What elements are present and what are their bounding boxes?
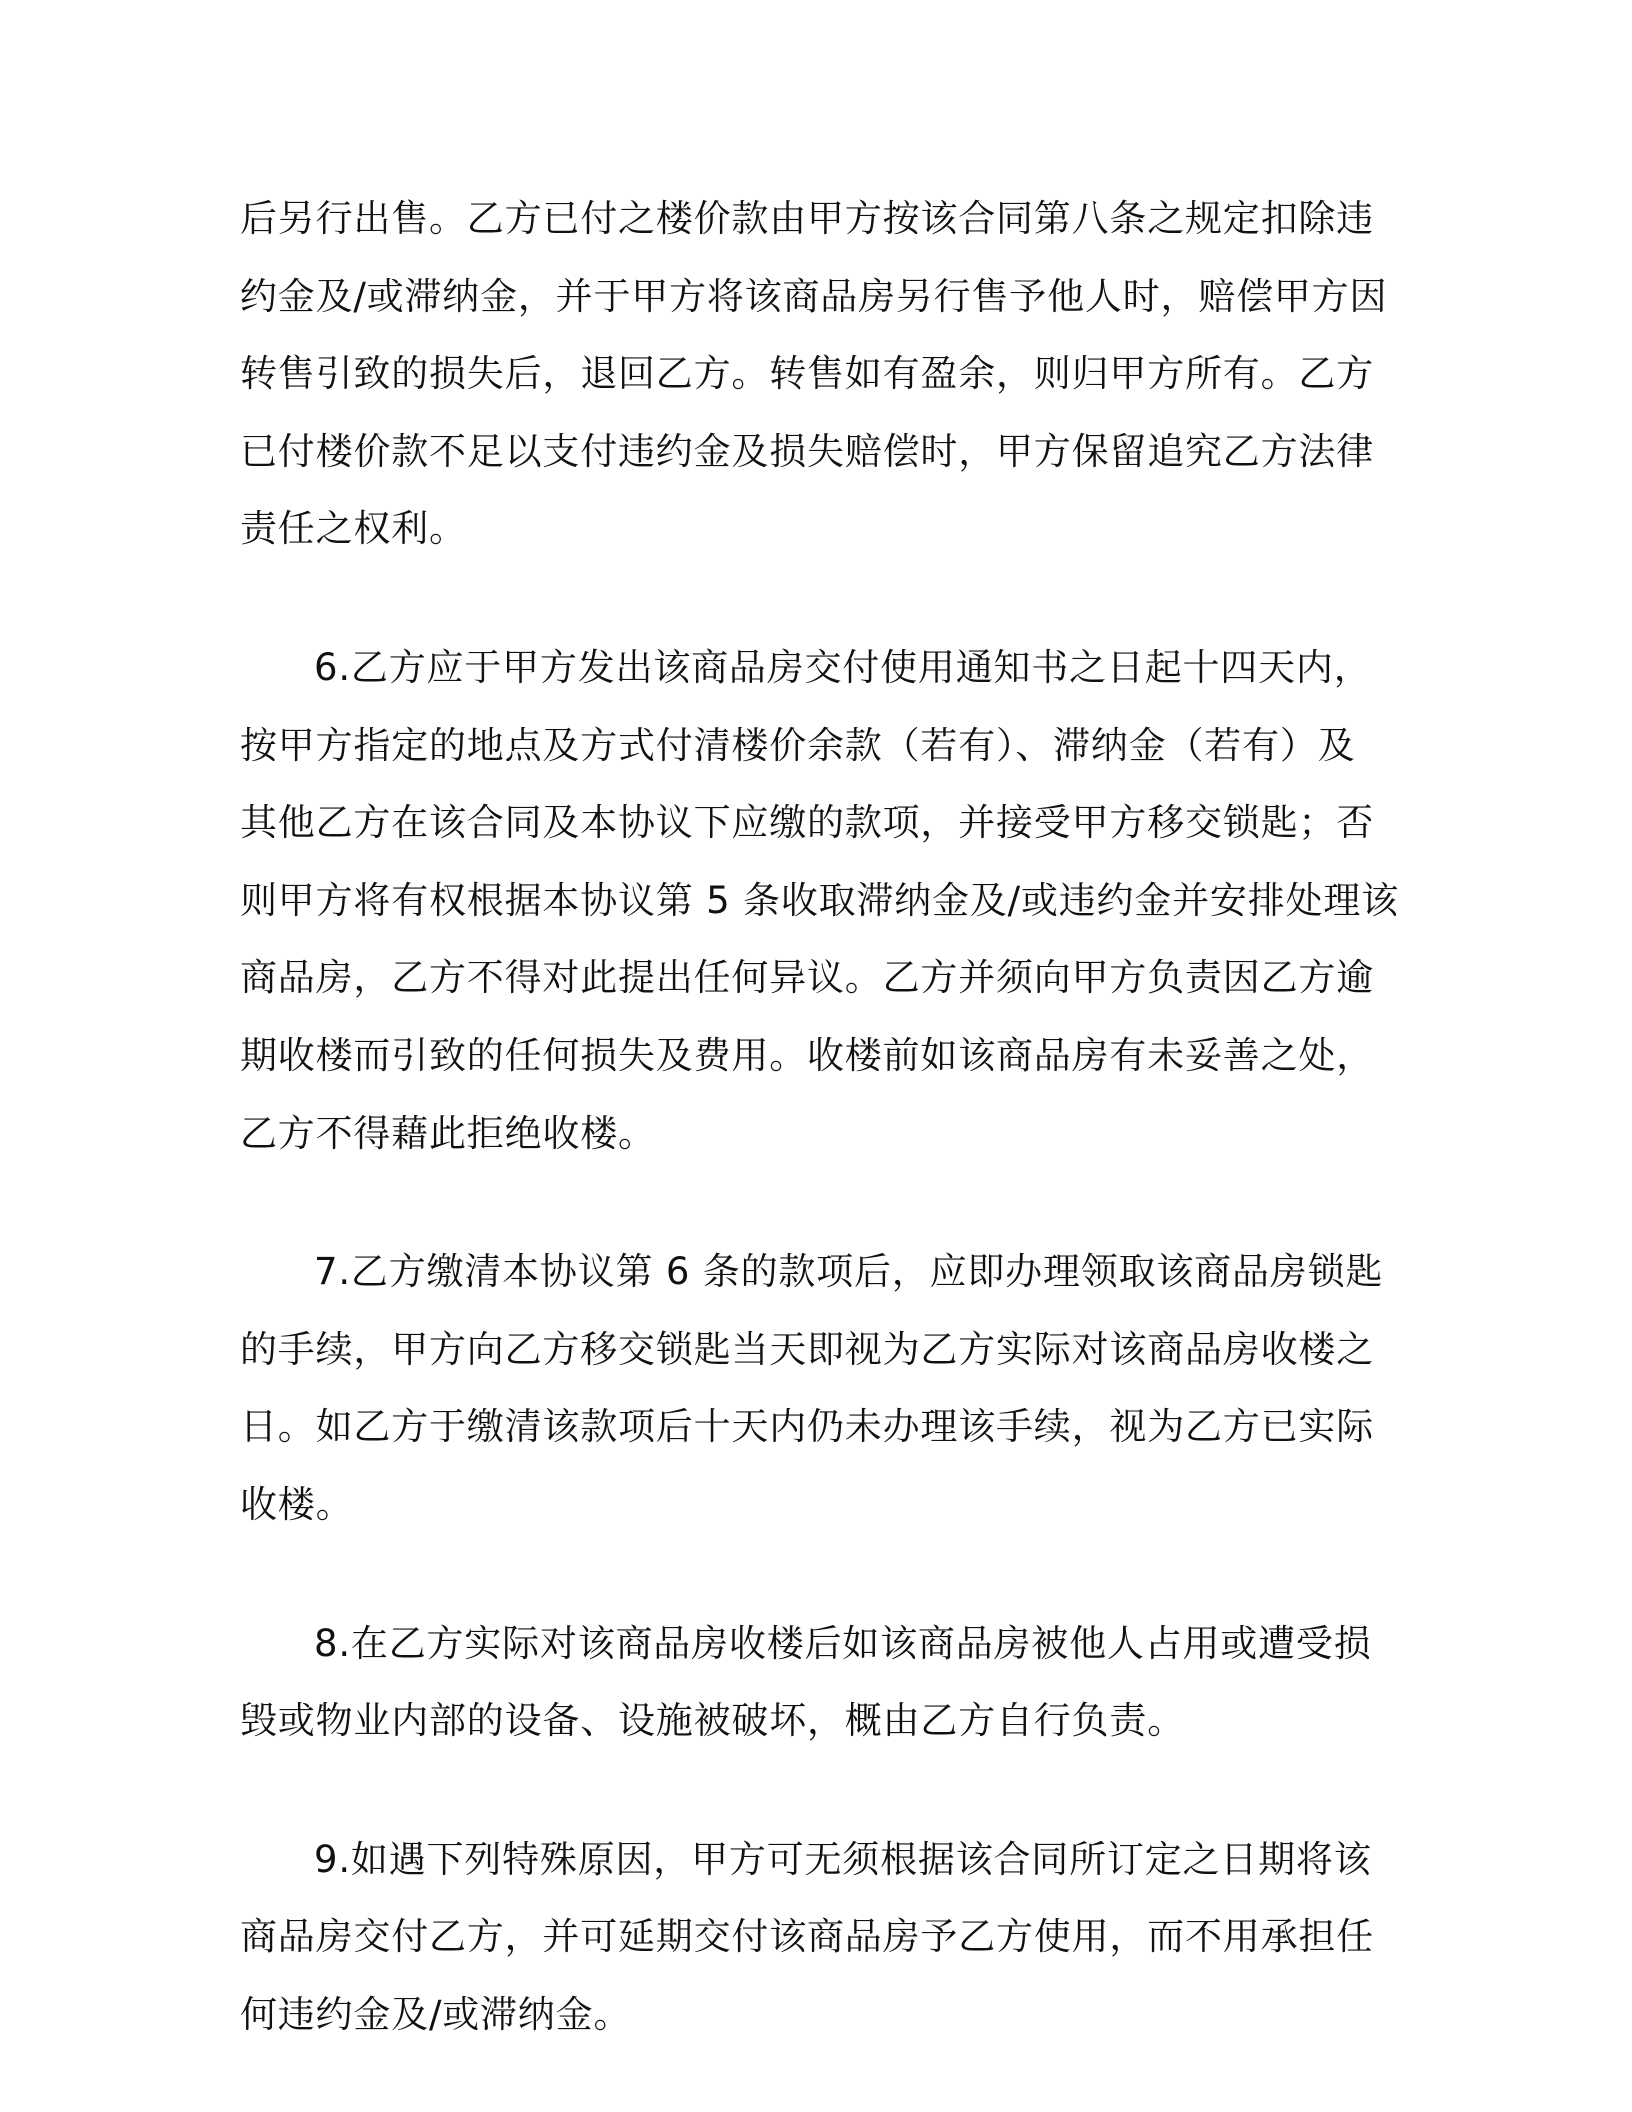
paragraph bbox=[240, 180, 1388, 568]
text-line: 的手续，甲方向乙方移交锁匙当天即视为乙方实际对该商品房收楼之 bbox=[240, 1327, 1374, 1371]
paragraph-clause-7 bbox=[240, 1233, 1384, 1543]
text-line: 商品房，乙方不得对此提出任何异议。乙方并须向甲方负责因乙方逾 bbox=[240, 956, 1374, 1000]
text-line: 乙方不得藉此拒绝收楼。 bbox=[240, 1111, 656, 1155]
paragraph-clause-8 bbox=[240, 1605, 1372, 1760]
text-line: 后另行出售。乙方已付之楼价款由甲方按该合同第八条之规定扣除违 bbox=[240, 197, 1374, 240]
text-line: 7.乙方缴清本协议第 6 条的款项后，应即办理领取该商品房锁匙 bbox=[314, 1250, 1384, 1294]
text-line: 毁或物业内部的设备、设施被破坏，概由乙方自行负责。 bbox=[240, 1699, 1185, 1743]
text-line: 商品房交付乙方，并可延期交付该商品房予乙方使用，而不用承担任 bbox=[240, 1915, 1374, 1959]
text-line: 按甲方指定的地点及方式付清楼价余款（若有）、滞纳金（若有）及 bbox=[240, 723, 1356, 767]
text-line: 日。如乙方于缴清该款项后十天内仍未办理该手续，视为乙方已实际 bbox=[240, 1405, 1374, 1449]
text-line: 已付楼价款不足以支付违约金及损失赔偿时，甲方保留追究乙方法律 bbox=[240, 429, 1374, 473]
paragraph-clause-9 bbox=[240, 1821, 1372, 2054]
text-line: 何违约金及/或滞纳金。 bbox=[240, 1992, 632, 2036]
text-line: 约金及/或滞纳金，并于甲方将该商品房另行售予他人时，赔偿甲方因 bbox=[240, 274, 1388, 318]
text-line: 其他乙方在该合同及本协议下应缴的款项，并接受甲方移交锁匙；否 bbox=[240, 801, 1374, 845]
text-line: 9.如遇下列特殊原因，甲方可无须根据该合同所订定之日期将该 bbox=[314, 1837, 1372, 1881]
text-line: 8.在乙方实际对该商品房收楼后如该商品房被他人占用或遭受损 bbox=[314, 1621, 1372, 1665]
text-line: 收楼。 bbox=[240, 1482, 354, 1526]
text-line: 转售引致的损失后，退回乙方。转售如有盈余，则归甲方所有。乙方 bbox=[240, 352, 1374, 396]
paragraph-clause-6 bbox=[240, 629, 1399, 1172]
text-line: 6.乙方应于甲方发出该商品房交付使用通知书之日起十四天内， bbox=[314, 645, 1372, 689]
text-line: 则甲方将有权根据本协议第 5 条收取滞纳金及/或违约金并安排处理该 bbox=[240, 878, 1399, 922]
text-line: 期收楼而引致的任何损失及费用。收楼前如该商品房有未妥善之处， bbox=[240, 1033, 1374, 1077]
document-body bbox=[240, 180, 1399, 2053]
text-line: 责任之权利。 bbox=[240, 507, 467, 551]
